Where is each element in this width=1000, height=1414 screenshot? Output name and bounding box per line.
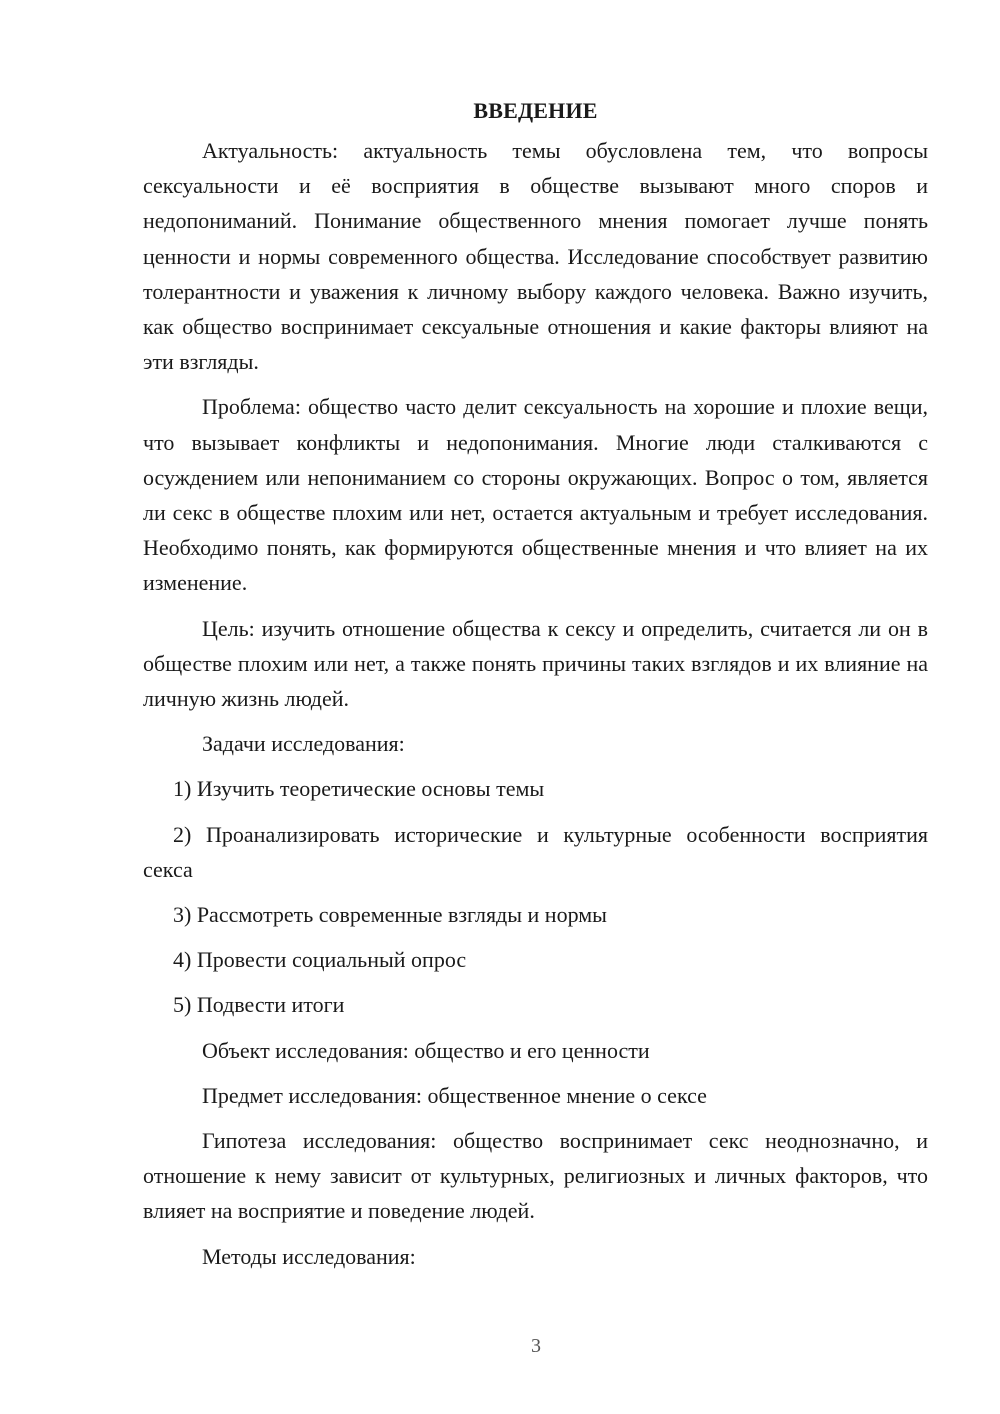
hypothesis-paragraph: Гипотеза исследования: общество воспринимает секс неоднозначно, и отношение к нему зависит от культурных, религиозных и личных факторов, что влияет на восприятие и поведение людей.: [143, 1128, 928, 1224]
object-paragraph: Объект исследования: общество и его ценности: [202, 1037, 650, 1063]
task-item-5: 5) Подвести итоги: [173, 992, 345, 1018]
page-content: [143, 93, 928, 1284]
methods-label: Методы исследования:: [202, 1243, 416, 1269]
task-item-2: 2) Проанализировать исторические и культурные особенности восприятия секса: [143, 821, 928, 882]
tasks-list: [143, 771, 928, 1022]
subject-paragraph: Предмет исследования: общественное мнение о сексе: [202, 1082, 707, 1108]
section-heading: ВВЕДЕНИЕ: [473, 98, 598, 123]
task-item-4: 4) Провести социальный опрос: [173, 947, 467, 973]
problem-paragraph: Проблема: общество часто делит сексуальность на хорошие и плохие вещи, что вызывает конфликты и недопонимания. Многие люди сталкиваются с осуждением или непониманием со стороны окружающих. Вопрос о том, является ли секс в обществе плохим или нет, остается актуальным и требует исследования. Необходимо понять, как формируются общественные мнения и что влияет на их изменение.: [143, 394, 928, 596]
tasks-label: Задачи исследования:: [202, 731, 405, 757]
relevance-paragraph: Актуальность: актуальность темы обусловлена тем, что вопросы сексуальности и её восприятия в обществе вызывают много споров и недопониманий. Понимание общественного мнения помогает лучше понять ценности и нормы современного общества. Исследование способствует развитию толерантности и уважения к личному выбору каждого человека. Важно изучить, как общество воспринимает сексуальные отношения и какие факторы влияют на эти взгляды.: [143, 138, 928, 375]
page-number: 3: [531, 1335, 541, 1357]
goal-paragraph: Цель: изучить отношение общества к сексу и определить, считается ли он в обществе плохим или нет, а также понять причины таких взглядов и их влияние на личную жизнь людей.: [143, 615, 928, 712]
task-item-3: 3) Рассмотреть современные взгляды и нормы: [173, 902, 607, 928]
task-item-1: 1) Изучить теоретические основы темы: [173, 776, 545, 802]
